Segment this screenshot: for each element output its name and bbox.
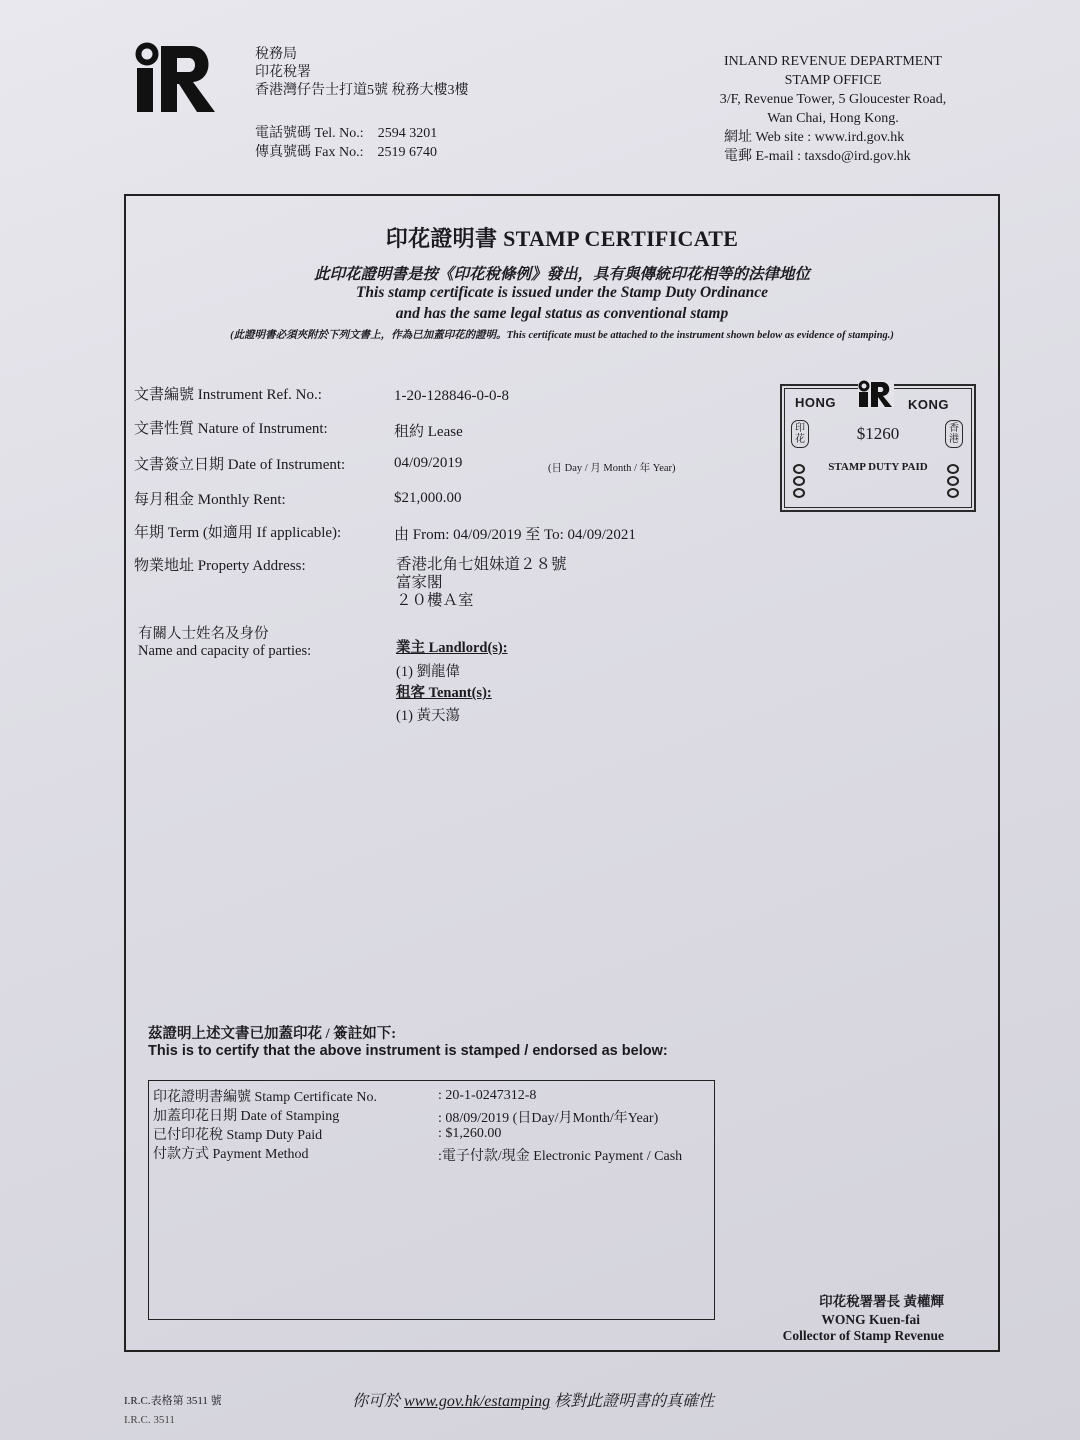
landlord-heading: 業主 Landlord(s): [396, 640, 508, 656]
duty-paid-value: : $1,260.00 [438, 1126, 502, 1141]
certify-statement-en: This is to certify that the above instrument is stamped / endorsed as below: [148, 1043, 668, 1059]
stamp-amount: $1260 [856, 424, 900, 443]
verify-prefix: 你可於 [352, 1393, 405, 1410]
verify-suffix: 核對此證明書的真確性 [550, 1393, 715, 1410]
verify-note [352, 1388, 714, 1411]
date-format-hint: (日 Day / 月 Month / 年 Year) [548, 463, 676, 474]
property-address [396, 556, 567, 610]
attachment-note: (此證明書必須夾附於下列文書上，作為已加蓋印花的證明。This certificate must be attached to the instrument shown below as evidence of stamping.) [230, 330, 894, 341]
dept-en: INLAND REVENUE DEPARTMENT [724, 54, 942, 69]
certificate-title: 印花證明書 STAMP CERTIFICATE [385, 226, 739, 251]
address-line: 香港北角七姐妹道２８號 [396, 556, 567, 573]
form-number: I.R.C.表格第 3511 號 [124, 1395, 222, 1407]
parties-label-zh: 有關人士姓名及身份 [138, 626, 269, 642]
stamp-hong: HONG [795, 395, 836, 410]
stamp-left-seal: 印花 [791, 420, 809, 448]
date-value: 04/09/2019 [394, 455, 463, 471]
date-label: 文書簽立日期 Date of Instrument: [134, 457, 346, 473]
payment-method-value: :電子付款/現金 Electronic Payment / Cash [438, 1149, 683, 1164]
ref-value: 1-20-128846-0-0-8 [394, 388, 509, 404]
subtitle-zh: 此印花證明書是按《印花稅條例》發出，具有與傳統印花相等的法律地位 [313, 266, 810, 283]
website: 網址 Web site : www.ird.gov.hk [724, 130, 905, 145]
ird-logo-icon [135, 42, 219, 114]
office-zh: 印花稅署 [255, 65, 311, 80]
tenant-name: (1) 黃天蕩 [396, 708, 461, 724]
stamp-ird-icon [858, 380, 894, 408]
stamp-kong: KONG [908, 397, 949, 412]
subtitle-en-2: and has the same legal status as conventional stamp [395, 305, 729, 322]
term-label: 年期 Term (如適用 If applicable): [134, 525, 342, 541]
tel-number: 2594 3201 [377, 126, 438, 141]
rent-label: 每月租金 Monthly Rent: [134, 492, 286, 508]
subtitle-en-1: This stamp certificate is issued under the Stamp Duty Ordinance [355, 284, 769, 301]
tenant-heading: 租客 Tenant(s): [396, 685, 492, 701]
address-en-2: Wan Chai, Hong Kong. [767, 111, 899, 126]
verify-link[interactable]: www.gov.hk/estamping [404, 1393, 551, 1410]
cert-no-value: : 20-1-0247312-8 [438, 1088, 537, 1103]
address-line: ２０樓Ａ室 [396, 592, 474, 609]
stamping-date-value: : 08/09/2019 (日Day/月Month/年Year) [438, 1111, 659, 1126]
fax-label: 傳真號碼 Fax No.: [255, 145, 364, 160]
header-right-address [708, 52, 958, 166]
ref-label: 文書編號 Instrument Ref. No.: [134, 387, 322, 403]
stamp-ornament-icon [792, 463, 806, 499]
stamp-duty-paid: STAMP DUTY PAID [828, 461, 928, 473]
certify-statement-zh: 茲證明上述文書已加蓋印花 / 簽註如下: [148, 1026, 397, 1042]
cert-no-label: 印花證明書編號 Stamp Certificate No. [153, 1090, 377, 1105]
stamping-date-label: 加蓋印花日期 Date of Stamping [153, 1109, 340, 1124]
header-contact [255, 124, 437, 162]
address-en-1: 3/F, Revenue Tower, 5 Gloucester Road, [719, 92, 947, 107]
stamp-right-seal: 香港 [945, 420, 963, 448]
landlord-name: (1) 劉龍偉 [396, 664, 461, 680]
nature-label: 文書性質 Nature of Instrument: [134, 421, 328, 437]
collector-title-zh: 印花稅署署長 黃權輝 [819, 1294, 944, 1309]
address-zh: 香港灣仔告士打道5號 稅務大樓3樓 [255, 83, 469, 98]
email: 電郵 E-mail : taxsdo@ird.gov.hk [724, 149, 911, 164]
rent-value: $21,000.00 [394, 490, 462, 506]
term-value: 由 From: 04/09/2019 至 To: 04/09/2021 [394, 527, 636, 543]
collector-name: WONG Kuen-fai [821, 1312, 920, 1327]
address-label: 物業地址 Property Address: [134, 558, 306, 574]
duty-paid-label: 已付印花稅 Stamp Duty Paid [153, 1128, 323, 1143]
fax-number: 2519 6740 [377, 145, 437, 160]
address-line: 富家閣 [396, 574, 443, 591]
nature-value: 租約 Lease [394, 424, 463, 440]
stamp-ornament-icon [946, 463, 960, 499]
collector-title-en: Collector of Stamp Revenue [782, 1328, 944, 1343]
dept-zh: 稅務局 [255, 47, 297, 62]
parties-label-en: Name and capacity of parties: [138, 643, 312, 659]
parties-label [138, 626, 311, 660]
header-left-address [255, 46, 469, 100]
payment-method-label: 付款方式 Payment Method [153, 1147, 309, 1162]
form-number-en: I.R.C. 3511 [124, 1414, 175, 1426]
office-en: STAMP OFFICE [784, 73, 882, 88]
tel-label: 電話號碼 Tel. No.: [255, 126, 364, 141]
